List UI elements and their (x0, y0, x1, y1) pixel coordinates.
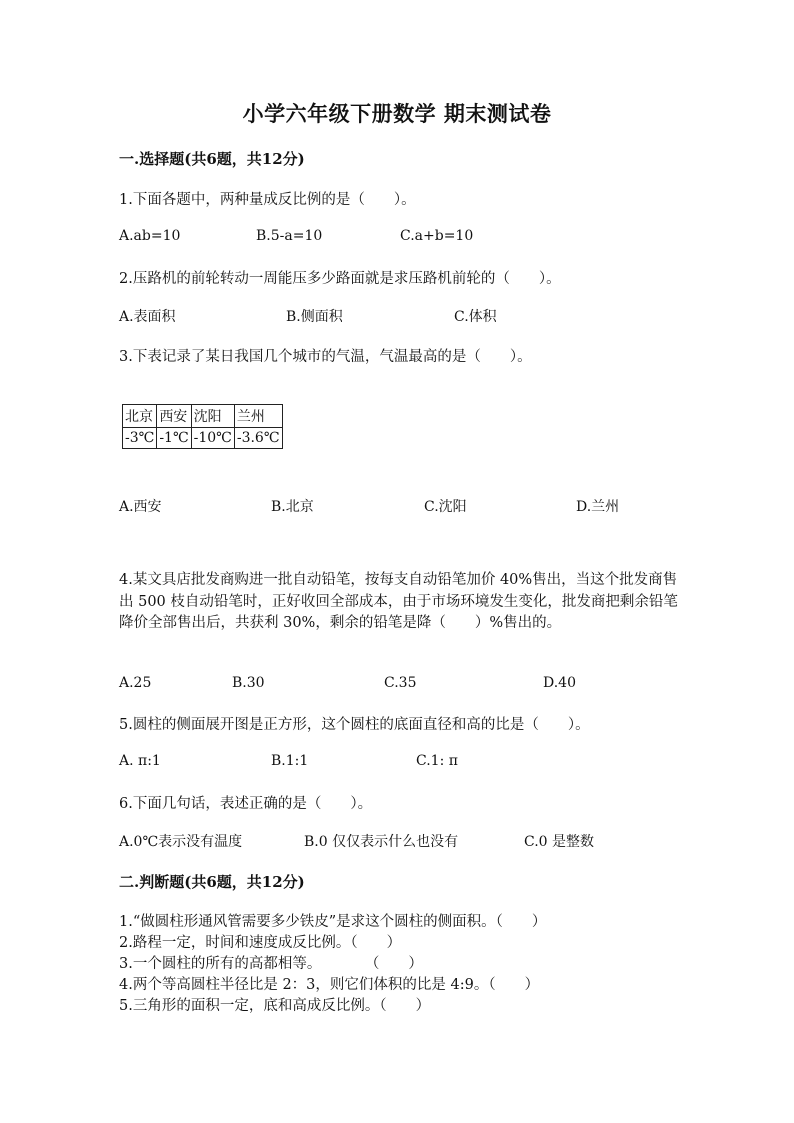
q5-option-c: C.1: π (416, 753, 458, 769)
table-cell: 北京 (123, 405, 157, 428)
temperature-table (122, 404, 283, 449)
q4-option-a: A.25 (119, 675, 152, 691)
q4-option-c: C.35 (384, 675, 417, 691)
table-cell: -3.6℃ (234, 428, 282, 449)
question-2: 2.压路机的前轮转动一周能压多少路面就是求压路机前轮的（ ）。 (119, 271, 561, 287)
page-title: 小学六年级下册数学 期末测试卷 (242, 101, 552, 126)
table-cell: 沈阳 (191, 405, 234, 428)
q3-option-a: A.西安 (119, 499, 162, 515)
q6-option-b: B.0 仅仅表示什么也没有 (304, 834, 459, 850)
q3-option-d: D.兰州 (576, 499, 620, 515)
q4-option-b: B.30 (232, 675, 265, 691)
q2-option-a: A.表面积 (119, 309, 176, 325)
question-6: 6.下面几句话，表述正确的是（ ）。 (119, 796, 373, 812)
q1-option-b: B.5-a=10 (256, 228, 323, 244)
q1-option-a: A.ab=10 (119, 228, 181, 244)
table-cell: 兰州 (234, 405, 282, 428)
q2-option-b: B.侧面积 (286, 309, 343, 325)
question-1: 1.下面各题中，两种量成反比例的是（ ）。 (119, 192, 416, 208)
section-heading-choice: 一.选择题(共6题，共12分) (119, 150, 305, 168)
judge-item-4: 4.两个等高圆柱半径比是 2：3，则它们体积的比是 4:9。（ ） (119, 977, 540, 993)
table-cell: -1℃ (157, 428, 191, 449)
q2-option-c: C.体积 (454, 309, 497, 325)
table-cell: -10℃ (191, 428, 234, 449)
q5-option-a: A. π:1 (119, 753, 161, 769)
section-heading-judge: 二.判断题(共6题，共12分) (119, 873, 305, 891)
table-cell: -3℃ (123, 428, 157, 449)
judge-item-1: 1.“做圆柱形通风管需要多少铁皮”是求这个圆柱的侧面积。（ ） (119, 914, 547, 930)
question-4: 4.某文具店批发商购进一批自动铅笔，按每支自动铅笔加价 40%售出，当这个批发商售出 500 枝自动铅笔时，正好收回全部成本，由于市场环境发生变化，批发商把剩余铅笔降价全部售出后，共获利 30%，剩余的铅笔是降（ ）%售出的。 (119, 572, 678, 631)
q6-option-a: A.0℃表示没有温度 (119, 834, 243, 850)
judge-item-5: 5.三角形的面积一定，底和高成反比例。（ ） (119, 998, 431, 1014)
judge-item-2: 2.路程一定，时间和速度成反比例。（ ） (119, 935, 402, 951)
q3-option-c: C.沈阳 (424, 499, 467, 515)
q1-option-c: C.a+b=10 (400, 228, 474, 244)
table-row (123, 428, 283, 449)
judge-item-3: 3.一个圆柱的所有的高都相等。 （ ） (119, 956, 423, 972)
question-3: 3.下表记录了某日我国几个城市的气温，气温最高的是（ ）。 (119, 349, 532, 365)
q5-option-b: B.1:1 (271, 753, 309, 769)
q6-option-c: C.0 是整数 (524, 834, 595, 850)
table-cell: 西安 (157, 405, 191, 428)
table-header-row (123, 405, 283, 428)
question-5: 5.圆柱的侧面展开图是正方形，这个圆柱的底面直径和高的比是（ ）。 (119, 717, 590, 733)
q4-option-d: D.40 (543, 675, 576, 691)
q3-option-b: B.北京 (271, 499, 314, 515)
